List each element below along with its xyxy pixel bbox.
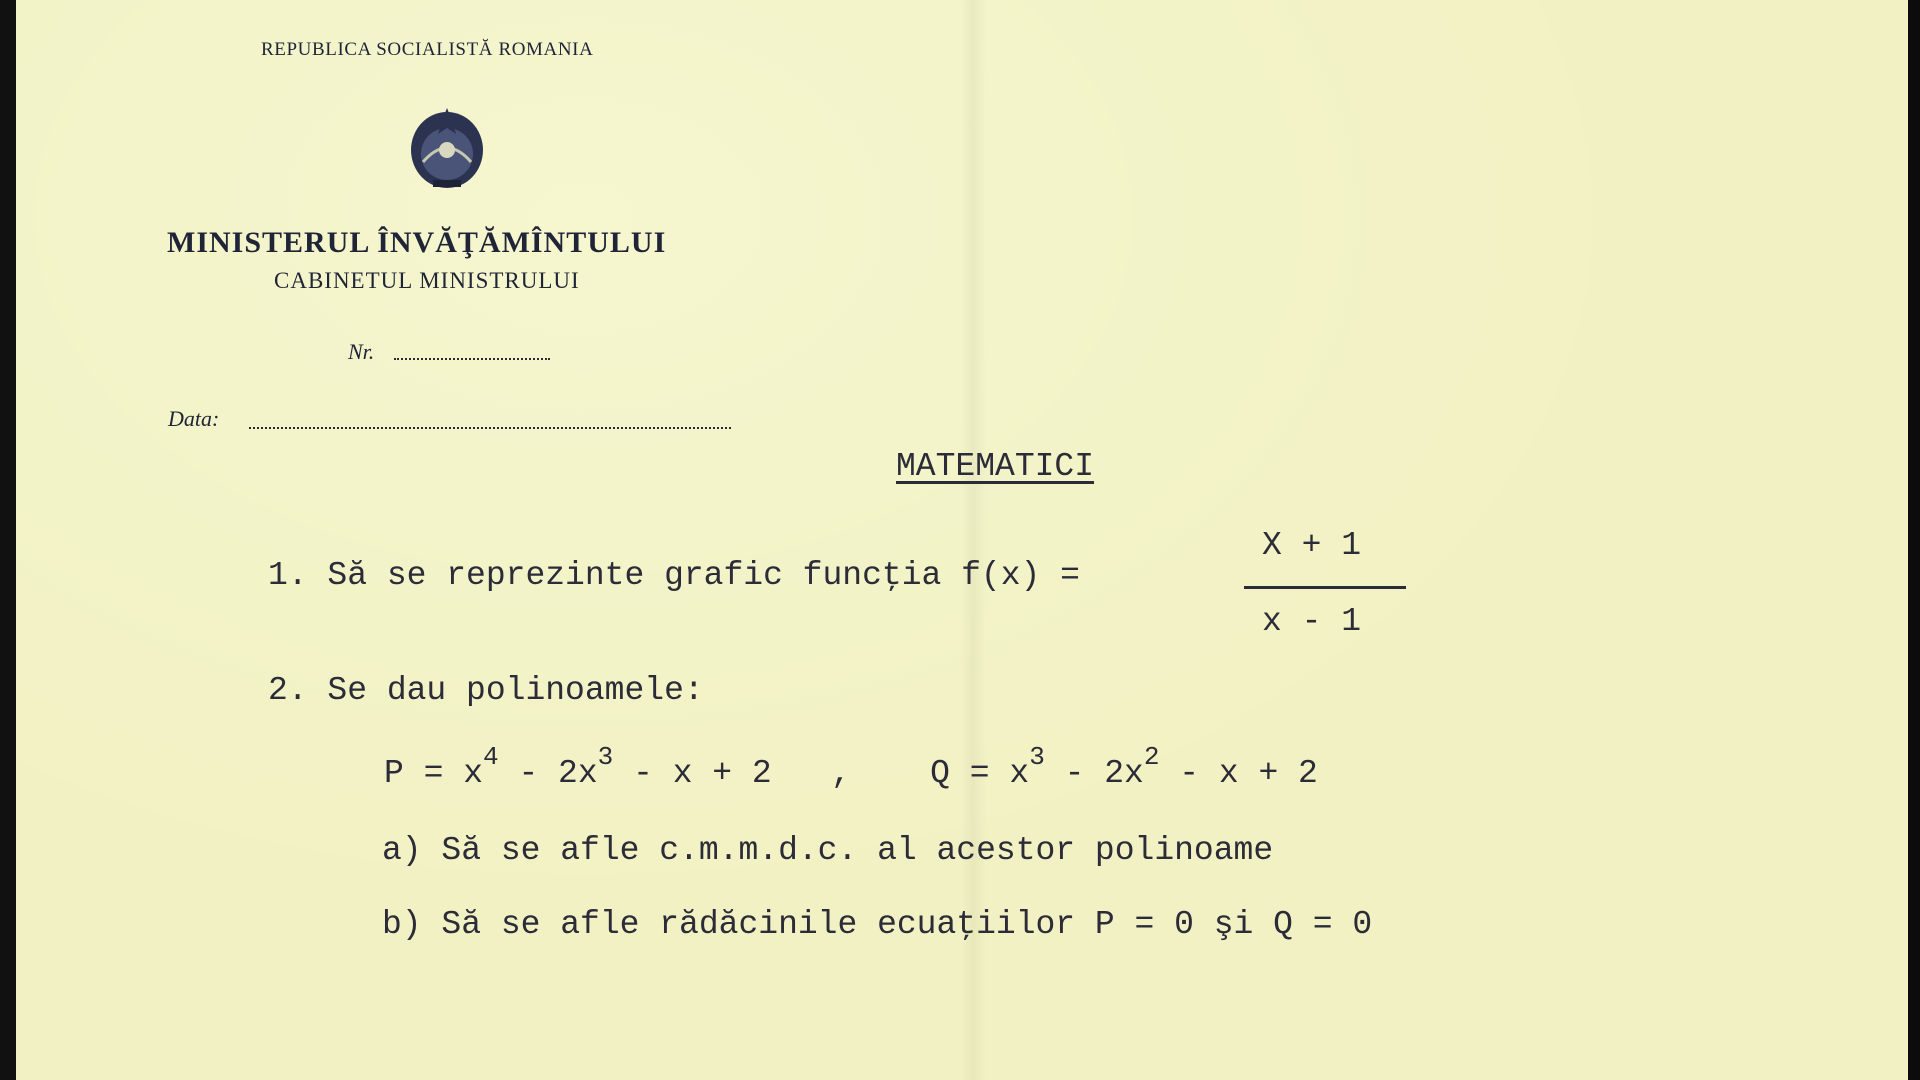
fraction-denominator: x - 1 bbox=[1262, 603, 1362, 640]
poly-p-lhs: P = x bbox=[384, 755, 484, 792]
poly-separator: , bbox=[771, 755, 931, 792]
date-field-line bbox=[249, 427, 731, 429]
document-page bbox=[16, 0, 1908, 1080]
poly-q-lhs: Q = x bbox=[930, 755, 1030, 792]
poly-p-exp2: 3 bbox=[597, 742, 614, 772]
document-title: MATEMATICI bbox=[896, 448, 1095, 485]
poly-q-exp2: 2 bbox=[1143, 742, 1160, 772]
problem-1-text: 1. Să se reprezinte grafic funcţia f(x) = bbox=[268, 557, 1080, 594]
fraction-numerator: X + 1 bbox=[1262, 527, 1362, 564]
problem-2b-text: b) Să se afle rădăcinile ecuaţiilor P = 0 şi Q = 0 bbox=[382, 906, 1373, 943]
poly-p-rest: - x + 2 bbox=[613, 755, 772, 792]
number-label: Nr. bbox=[348, 339, 375, 364]
poly-q-mid: - 2x bbox=[1044, 755, 1144, 792]
poly-p-exp1: 4 bbox=[483, 742, 499, 772]
scan-edge bbox=[1908, 0, 1920, 1080]
fraction-bar bbox=[1244, 586, 1406, 589]
date-label: Data: bbox=[168, 406, 220, 431]
poly-q-exp1: 3 bbox=[1029, 742, 1045, 772]
number-field-line bbox=[394, 358, 550, 360]
problem-2-intro: 2. Se dau polinoamele: bbox=[268, 672, 704, 709]
polynomials-line bbox=[384, 742, 1318, 792]
republic-heading: REPUBLICA SOCIALISTĂ ROMANIA bbox=[261, 39, 594, 60]
problem-2a-text: a) Să se afle c.m.m.d.c. al acestor polinoame bbox=[382, 832, 1274, 869]
poly-p-mid: - 2x bbox=[498, 755, 598, 792]
cabinet-heading: CABINETUL MINISTRULUI bbox=[274, 268, 580, 293]
coat-of-arms-emblem bbox=[406, 104, 488, 192]
poly-q-rest: - x + 2 bbox=[1159, 755, 1318, 792]
ministry-heading: MINISTERUL ÎNVĂŢĂMÎNTULUI bbox=[167, 226, 667, 259]
